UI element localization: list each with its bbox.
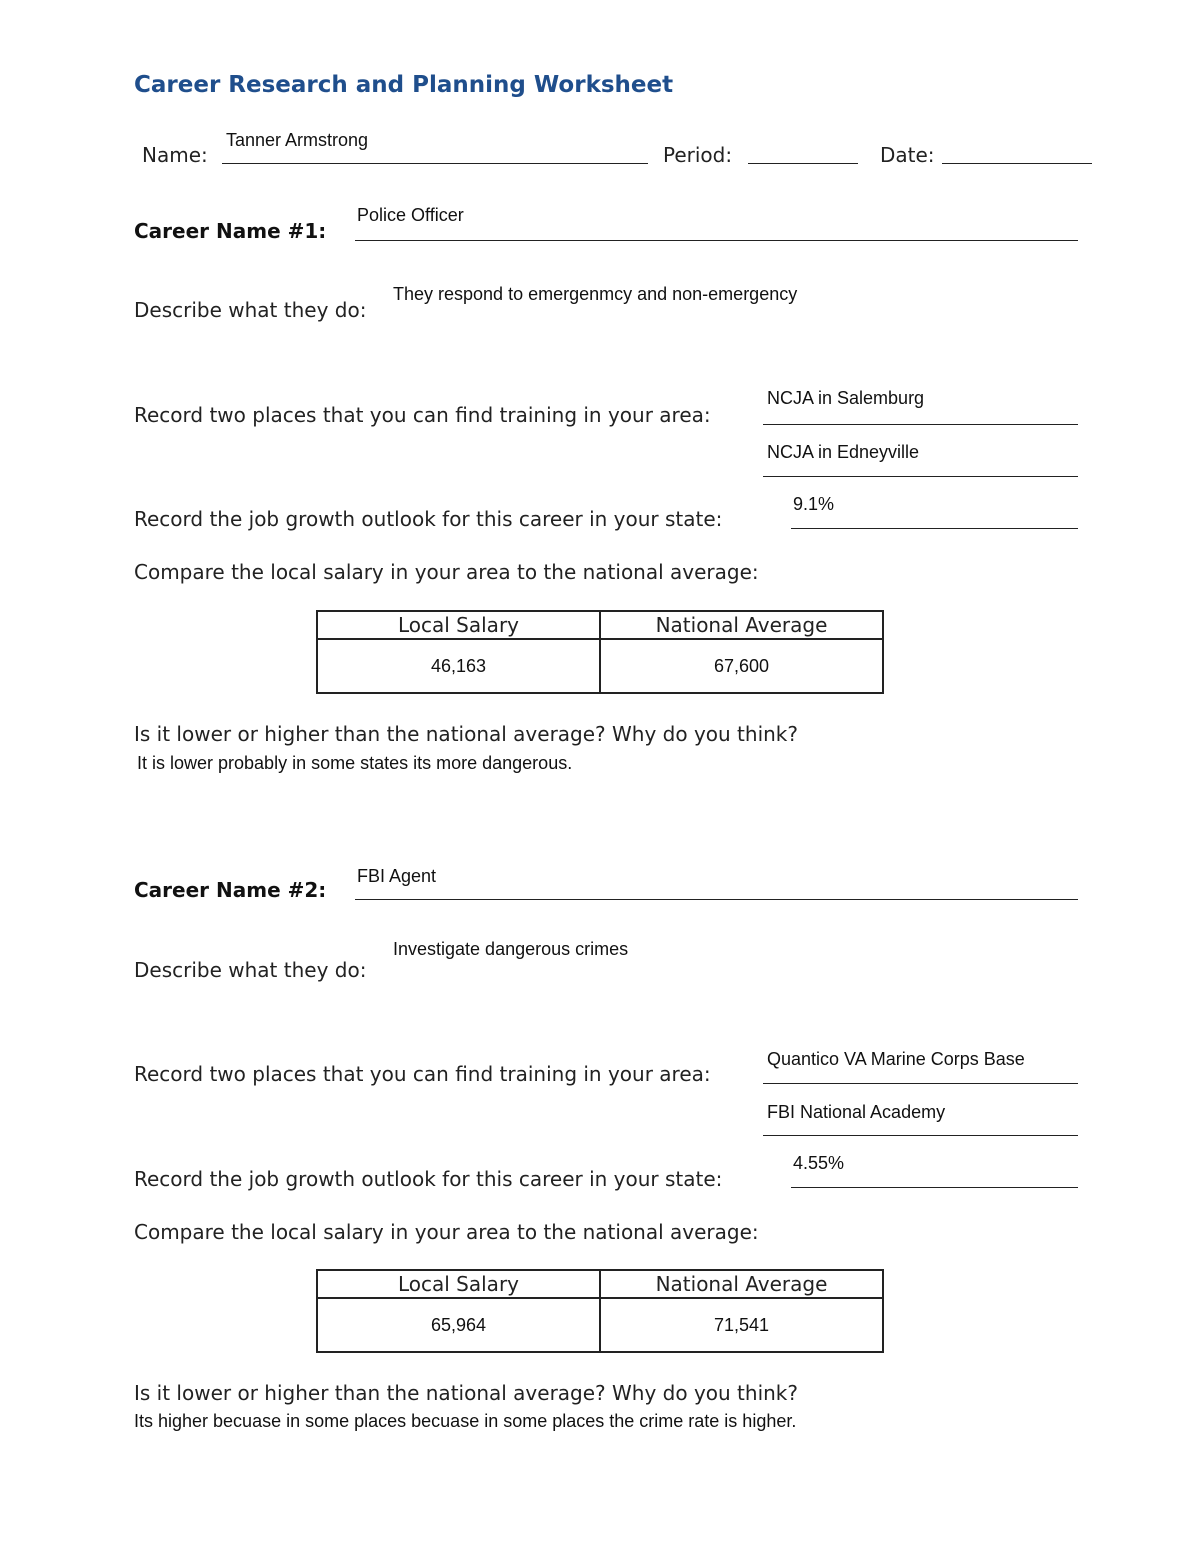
period-field[interactable]: [748, 163, 858, 164]
career-2-answer[interactable]: Its higher becuase in some places becuase in some places the crime rate is higher.: [134, 1411, 797, 1431]
career-1-describe-label: Describe what they do:: [134, 298, 367, 322]
career-1-question: Is it lower or higher than the national average? Why do you think?: [134, 722, 799, 746]
local-salary-header: Local Salary: [317, 611, 600, 639]
local-salary-header: Local Salary: [317, 1270, 600, 1298]
name-line: [222, 163, 648, 164]
career-1-growth-label: Record the job growth outlook for this career in your state:: [134, 507, 723, 531]
career-1-growth-value[interactable]: 9.1%: [793, 494, 835, 514]
career-2-training-2[interactable]: FBI National Academy: [767, 1102, 946, 1122]
career-1-training-line-1: [763, 424, 1078, 425]
period-label: Period:: [663, 143, 733, 167]
career-1-name-line: [355, 240, 1078, 241]
career-1-description[interactable]: They respond to emergenmcy and non-emergency: [393, 284, 798, 304]
career-2-compare-label: Compare the local salary in your area to the national average:: [134, 1220, 759, 1244]
date-field[interactable]: [942, 163, 1092, 164]
career-1-national-average[interactable]: 67,600: [600, 639, 883, 693]
career-1-answer[interactable]: It is lower probably in some states its more dangerous.: [137, 753, 573, 773]
career-1-training-line-2: [763, 476, 1078, 477]
career-1-name[interactable]: Police Officer: [357, 205, 464, 225]
career-1-training-label: Record two places that you can find training in your area:: [134, 403, 711, 427]
career-1-local-salary[interactable]: 46,163: [317, 639, 600, 693]
career-2-growth-label: Record the job growth outlook for this career in your state:: [134, 1167, 723, 1191]
page-title: Career Research and Planning Worksheet: [134, 72, 674, 98]
name-label: Name:: [142, 143, 208, 167]
career-1-compare-label: Compare the local salary in your area to the national average:: [134, 560, 759, 584]
national-average-header: National Average: [600, 1270, 883, 1298]
national-average-header: National Average: [600, 611, 883, 639]
career-1-label: Career Name #1:: [134, 219, 327, 243]
career-2-label: Career Name #2:: [134, 878, 327, 902]
name-value[interactable]: Tanner Armstrong: [226, 130, 369, 150]
date-label: Date:: [880, 143, 935, 167]
career-1-training-2[interactable]: NCJA in Edneyville: [767, 442, 920, 462]
career-2-description[interactable]: Investigate dangerous crimes: [393, 939, 629, 959]
career-2-training-1[interactable]: Quantico VA Marine Corps Base: [767, 1049, 1025, 1069]
career-2-local-salary[interactable]: 65,964: [317, 1298, 600, 1352]
career-2-growth-value[interactable]: 4.55%: [793, 1153, 845, 1173]
career-2-describe-label: Describe what they do:: [134, 958, 367, 982]
career-2-training-line-1: [763, 1083, 1078, 1084]
career-2-training-line-2: [763, 1135, 1078, 1136]
career-2-name-line: [355, 899, 1078, 900]
career-2-question: Is it lower or higher than the national average? Why do you think?: [134, 1381, 799, 1405]
career-2-training-label: Record two places that you can find training in your area:: [134, 1062, 711, 1086]
career-2-salary-table: [316, 1269, 884, 1353]
career-1-training-1[interactable]: NCJA in Salemburg: [767, 388, 925, 408]
career-1-salary-table: [316, 610, 884, 694]
career-2-national-average[interactable]: 71,541: [600, 1298, 883, 1352]
career-2-growth-line: [791, 1187, 1078, 1188]
career-1-growth-line: [791, 528, 1078, 529]
career-2-name[interactable]: FBI Agent: [357, 866, 437, 886]
